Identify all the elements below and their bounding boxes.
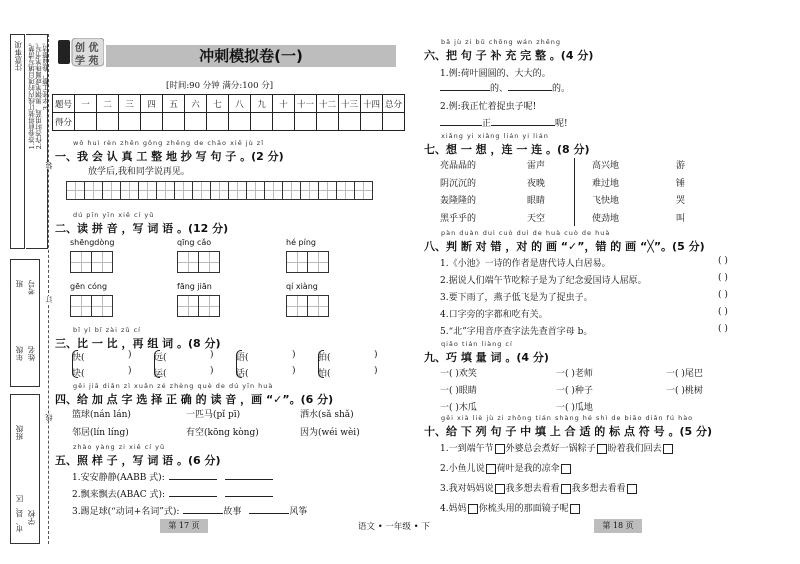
q8-answer-paren[interactable]: ( ) [718, 256, 728, 266]
q1-writing-grid[interactable] [66, 181, 372, 200]
notice-line-1: 1.答卷前将装订线内的项目填写清楚。 [28, 39, 36, 150]
punct-box[interactable] [468, 504, 478, 514]
writing-cell[interactable] [282, 181, 301, 200]
score-header-row [53, 95, 405, 113]
score-cell[interactable] [229, 113, 251, 131]
score-table [52, 94, 405, 131]
field-class: 班 [15, 280, 24, 288]
q10-text: 盼着我们回去 [607, 444, 662, 454]
q2-pinyin-label: hé píng [286, 238, 316, 247]
punct-box[interactable] [561, 484, 571, 494]
q2-pinyin: dú pīn yīn xiě cí yǔ [73, 211, 155, 219]
writing-cell[interactable] [264, 181, 283, 200]
field-district: 市、县、区 [15, 495, 24, 533]
q6-fill-1 [440, 81, 570, 94]
writing-cell[interactable] [300, 181, 319, 200]
score-header-cell: 七 [207, 95, 229, 113]
q5-pinyin: zhào yàng zi xiě cí yǔ [73, 443, 166, 451]
q4-option[interactable]: 篮球(nán lán) [72, 410, 131, 420]
score-cell[interactable] [317, 113, 339, 131]
q10-item-2 [440, 461, 572, 474]
q8-statement: 4.口字旁的字都和吃有关。 [440, 310, 548, 320]
writing-cell[interactable] [174, 181, 193, 200]
q9-item[interactable]: 一( )木瓜 [440, 403, 477, 413]
field-ban: 班级 [15, 425, 24, 440]
score-cell[interactable] [383, 113, 405, 131]
q1-heading: 一、我 会 认 真 工 整 地 抄 写 句 子 。(2 分) [55, 150, 284, 163]
q9-item[interactable]: 一( )眼睛 [440, 386, 477, 396]
writing-cell[interactable] [156, 181, 175, 200]
q4-option[interactable]: 洒水(sǎ shǎ) [300, 410, 354, 420]
q2-item [177, 238, 219, 273]
q6-example-1: 1.例:荷叶圆圆的、大大的。 [440, 69, 551, 79]
score-cell[interactable] [97, 113, 119, 131]
q6-fill-text: 的、 [490, 84, 509, 94]
zhuang-mark: 装 [45, 162, 53, 169]
q7-divider [574, 158, 575, 226]
q8-statement: 3.要下雨了，燕子低飞是为了捉虫子。 [440, 293, 593, 303]
q7-col3 [592, 158, 619, 228]
right-page-number: 第 18 页 [594, 519, 642, 533]
writing-cell[interactable] [228, 181, 247, 200]
writing-cell[interactable] [307, 295, 329, 317]
answer-blank[interactable] [183, 513, 223, 514]
q3-close-paren: ) [292, 350, 296, 360]
q5-prompt: 3.踢足球(“动词+名词”式): [72, 507, 180, 517]
xian-mark: 线 [45, 414, 53, 421]
q2-item [286, 238, 328, 273]
match-item[interactable]: 哭 [676, 196, 686, 206]
punct-box[interactable] [486, 464, 496, 474]
score-cell[interactable] [273, 113, 295, 131]
q4-option[interactable]: 因为(wéi wèi) [300, 428, 360, 438]
q3-close-paren: ) [374, 350, 378, 360]
writing-cell[interactable] [120, 181, 139, 200]
notice-title: 注意事项 [14, 41, 23, 71]
q2-item [70, 282, 112, 317]
q3-close-paren: ) [292, 366, 296, 376]
answer-blank[interactable] [169, 479, 217, 480]
footer-subject: 语文 • 一年级 • 下 [358, 522, 430, 532]
q9-item[interactable]: 一( )种子 [556, 386, 593, 396]
q4-option[interactable]: 一匹马(pǐ pī) [186, 410, 241, 420]
match-item[interactable]: 天空 [527, 213, 546, 224]
answer-blank[interactable] [249, 513, 289, 514]
q7-col1 [440, 158, 476, 228]
q3-word: 远( [154, 353, 167, 363]
match-item[interactable]: 黑乎乎的 [440, 213, 477, 224]
score-header-cell: 九 [251, 95, 273, 113]
q10-text: 4.妈妈 [440, 504, 467, 514]
punct-box[interactable] [627, 484, 637, 494]
binding-line [48, 34, 49, 544]
q5-line-3 [72, 504, 307, 517]
q10-text: 2.小鱼儿说 [440, 464, 485, 474]
q10-item-1 [440, 441, 674, 454]
answer-blank[interactable] [169, 496, 217, 497]
writing-cell[interactable] [70, 295, 92, 317]
q3-close-paren: ) [128, 350, 132, 360]
q9-item[interactable]: 一( )尾巴 [666, 369, 703, 379]
q8-statement: 1.《小池》一诗的作者是唐代诗人白居易。 [440, 259, 611, 269]
writing-cell[interactable] [307, 251, 329, 273]
q2-item [70, 238, 114, 273]
score-header-cell: 十二 [317, 95, 339, 113]
writing-cell[interactable] [91, 251, 113, 273]
answer-blank[interactable] [440, 125, 482, 126]
punct-box[interactable] [495, 484, 505, 494]
grade-class-box [10, 259, 40, 387]
left-page-number: 第 17 页 [160, 519, 208, 533]
field-number: 考号 [27, 280, 36, 295]
q10-text: 外婆总会煮好一锅粽子 [505, 444, 596, 454]
binding-strip [8, 34, 58, 544]
q8-answer-paren[interactable]: ( ) [718, 273, 728, 283]
score-row-label: 得分 [53, 113, 75, 131]
logo-bottom: 学 苑 [75, 56, 99, 67]
q9-item[interactable]: 一( )桃树 [666, 386, 703, 396]
q2-pinyin-label: fāng jiān [177, 282, 212, 291]
score-cell[interactable] [339, 113, 361, 131]
match-item[interactable]: 眼睛 [527, 196, 546, 206]
q5-line-2 [72, 487, 273, 500]
punct-box[interactable] [561, 464, 571, 474]
match-item[interactable]: 雷声 [527, 161, 546, 171]
writing-cell[interactable] [198, 251, 220, 273]
score-header-cell: 总分 [383, 95, 405, 113]
q2-item [177, 282, 219, 317]
score-cell[interactable] [141, 113, 163, 131]
q1-pinyin: wǒ huì rèn zhēn gōng zhěng de chāo xiě jù zǐ [73, 139, 264, 147]
q1-sentence: 放学后,我和同学说再见。 [88, 167, 190, 177]
q9-item[interactable]: 一( )欢笑 [440, 369, 477, 379]
q2-pinyin-label: shēngdòng [70, 238, 115, 247]
q10-item-4 [440, 501, 581, 514]
q8-answer-paren[interactable]: ( ) [718, 324, 728, 334]
q3-word: 拍( [318, 353, 331, 363]
score-cell[interactable] [207, 113, 229, 131]
writing-cell[interactable] [102, 181, 121, 200]
school-box [10, 394, 40, 544]
match-item[interactable]: 轰隆隆的 [440, 196, 477, 206]
q9-heading: 九、巧 填 量 词 。(4 分) [424, 351, 549, 364]
q5-heading: 五、照 样 子 ，写 词 语 。(6 分) [55, 454, 221, 467]
match-item[interactable]: 锤 [676, 178, 686, 189]
q3-close-paren: ) [210, 366, 214, 376]
q10-text: 1.一到端午节 [440, 444, 494, 454]
writing-cell[interactable] [336, 181, 355, 200]
score-header-cell: 十四 [361, 95, 383, 113]
q2-pinyin-label: qīng cǎo [177, 238, 212, 247]
q3-close-paren: ) [374, 366, 378, 376]
punct-box[interactable] [570, 504, 580, 514]
writing-cell[interactable] [210, 181, 229, 200]
writing-cell[interactable] [138, 181, 157, 200]
writing-cell[interactable] [354, 181, 373, 200]
answer-blank[interactable] [508, 90, 552, 91]
q7-col4 [676, 158, 685, 228]
q10-text: 3.我对妈妈说 [440, 484, 494, 494]
q9-item[interactable]: 一( )瓜地 [556, 403, 593, 413]
punct-box[interactable] [495, 444, 505, 454]
q9-item[interactable]: 一( )老师 [556, 369, 593, 379]
q10-text: 我多想去看看 [571, 484, 626, 494]
page-title: 冲刺模拟卷(一) [199, 47, 303, 65]
brand-logo [58, 38, 104, 68]
match-item[interactable]: 使劲地 [592, 213, 620, 224]
notice-lines [26, 34, 48, 249]
q10-text: 荷叶是我的凉伞 [496, 464, 560, 474]
q3-pinyin: bǐ yì bǐ zài zǔ cí [73, 326, 141, 334]
q6-fill-text: 呢! [555, 119, 568, 129]
score-header-cell: 十三 [339, 95, 361, 113]
score-cell[interactable] [295, 113, 317, 131]
q10-text: 我多想去看看 [505, 484, 560, 494]
writing-cell[interactable] [177, 251, 199, 273]
writing-cell[interactable] [66, 181, 85, 200]
writing-cell[interactable] [84, 181, 103, 200]
score-cell[interactable] [163, 113, 185, 131]
score-header-cell: 一 [75, 95, 97, 113]
score-value-row [53, 113, 405, 131]
field-grade: 年级 [15, 346, 24, 361]
field-name: 姓名 [27, 346, 36, 361]
q10-pinyin: gěi xià liè jù zi zhōng tián shàng hé shì de biāo diǎn fú hào [441, 414, 694, 422]
match-item[interactable]: 难过地 [592, 178, 620, 189]
q8-heading: 八、判 断 对 错 ，对 的 画 “✓”，错 的 画 “╳”。(5 分) [424, 240, 705, 253]
q10-text: 你梳头用的那面镜子呢 [478, 504, 569, 514]
q3-word: 运( [154, 369, 167, 379]
score-cell[interactable] [75, 113, 97, 131]
writing-cell[interactable] [177, 295, 199, 317]
field-school: 学校 [27, 510, 36, 525]
q8-answer-paren[interactable]: ( ) [718, 307, 728, 317]
q3-heading: 三、比 一 比 ，再 组 词 。(8 分) [55, 337, 221, 350]
q6-fill-2 [440, 116, 568, 129]
score-header-cell: 十一 [295, 95, 317, 113]
q3-close-paren: ) [210, 350, 214, 360]
writing-cell[interactable] [246, 181, 265, 200]
q3-close-paren: ) [128, 366, 132, 376]
writing-cell[interactable] [70, 251, 92, 273]
score-header-cell: 八 [229, 95, 251, 113]
writing-cell[interactable] [192, 181, 211, 200]
punct-box[interactable] [597, 444, 607, 454]
q10-heading: 十、给 下 列 句 子 中 填 上 合 适 的 标 点 符 号 。(5 分) [424, 425, 712, 438]
score-header-cell: 五 [163, 95, 185, 113]
match-item[interactable]: 夜晚 [527, 178, 546, 189]
q5-word: 风筝 [289, 507, 308, 517]
answer-blank[interactable] [225, 479, 273, 480]
q6-example-2: 2.例:我正忙着捉虫子呢! [440, 102, 537, 112]
title-bar [106, 45, 396, 67]
q3-word: 话( [236, 369, 249, 379]
q3-word: 怕( [318, 369, 331, 379]
writing-cell[interactable] [286, 251, 308, 273]
score-header-cell: 六 [185, 95, 207, 113]
match-item[interactable]: 叫 [676, 213, 686, 224]
score-cell[interactable] [119, 113, 141, 131]
match-item[interactable]: 飞快地 [592, 196, 620, 206]
writing-cell[interactable] [286, 295, 308, 317]
q3-word: 块( [72, 369, 85, 379]
notice-line-3: 3.字迹工整，卷面整洁。 [42, 39, 50, 111]
match-item[interactable]: 游 [676, 161, 686, 171]
answer-blank[interactable] [440, 90, 490, 91]
q4-option[interactable]: 邻居(lín líng) [72, 428, 129, 438]
notice-box [10, 34, 25, 249]
score-header-cell: 二 [97, 95, 119, 113]
q6-fill-text: 的。 [552, 84, 571, 94]
q5-prompt: 2.飘来飘去(ABAC 式): [72, 490, 166, 500]
writing-cell[interactable] [198, 295, 220, 317]
notice-line-2: 2.作答时用蓝、黑钢笔或圆珠笔书写。 [35, 39, 43, 150]
answer-blank[interactable] [491, 125, 555, 126]
q5-word: 故事 [223, 507, 242, 517]
score-cell[interactable] [185, 113, 207, 131]
q3-word: 语( [236, 353, 249, 363]
q5-line-1 [72, 470, 273, 483]
q10-item-3 [440, 481, 638, 494]
writing-cell[interactable] [318, 181, 337, 200]
q8-statement: 2.据说人们端午节吃粽子是为了纪念爱国诗人屈原。 [440, 276, 647, 286]
q2-pinyin-label: qí xiàng [286, 282, 318, 291]
score-header-cell: 题号 [53, 95, 75, 113]
logo-top: 创 优 [75, 43, 99, 54]
score-header-cell: 四 [141, 95, 163, 113]
score-cell[interactable] [251, 113, 273, 131]
score-header-cell: 三 [119, 95, 141, 113]
q4-option[interactable]: 有空(kōng kòng) [186, 428, 259, 438]
score-header-cell: 十 [273, 95, 295, 113]
match-item[interactable]: 高兴地 [592, 161, 620, 171]
writing-cell[interactable] [91, 295, 113, 317]
q8-statement: 5.“北”字用音序查字法先查首字母 b。 [440, 327, 593, 337]
q2-pinyin-label: gēn cóng [70, 282, 108, 291]
q7-heading: 七、想 一 想 ，连 一 连 。(8 分) [424, 143, 590, 156]
q8-answer-paren[interactable]: ( ) [718, 290, 728, 300]
match-item[interactable]: 亮晶晶的 [440, 161, 477, 171]
answer-blank[interactable] [225, 496, 273, 497]
q4-heading: 四、给 加 点 字 选 择 正 确 的 读 音 ，画 “✓”。(6 分) [55, 393, 334, 406]
q2-heading: 二、读 拼 音 ，写 词 语 。(12 分) [55, 222, 229, 235]
score-cell[interactable] [361, 113, 383, 131]
q6-fill-text: 正 [482, 119, 492, 129]
q6-heading: 六、把 句 子 补 充 完 整 。(4 分) [424, 49, 594, 62]
punct-box[interactable] [663, 444, 673, 454]
q6-pinyin: bǎ jù zi bǔ chōng wán zhěng [441, 38, 562, 46]
q3-word: 快( [72, 353, 85, 363]
q5-prompt: 1.安安静静(AABB 式): [72, 473, 165, 483]
q9-pinyin: qiǎo tián liàng cí [441, 340, 513, 348]
q2-item [286, 282, 328, 317]
q8-pinyin: pàn duàn duì cuò duì de huà cuò de huà [441, 229, 611, 237]
q7-col2 [527, 158, 545, 228]
exam-info: [时间:90 分钟 满分:100 分] [166, 81, 274, 91]
ding-mark: 订 [45, 296, 53, 303]
q4-pinyin: gěi jiā diǎn zì xuǎn zé zhèng què de dú yīn huà [73, 382, 274, 390]
match-item[interactable]: 阴沉沉的 [440, 178, 477, 189]
q7-pinyin: xiǎng yi xiǎng lián yi lián [441, 132, 549, 140]
